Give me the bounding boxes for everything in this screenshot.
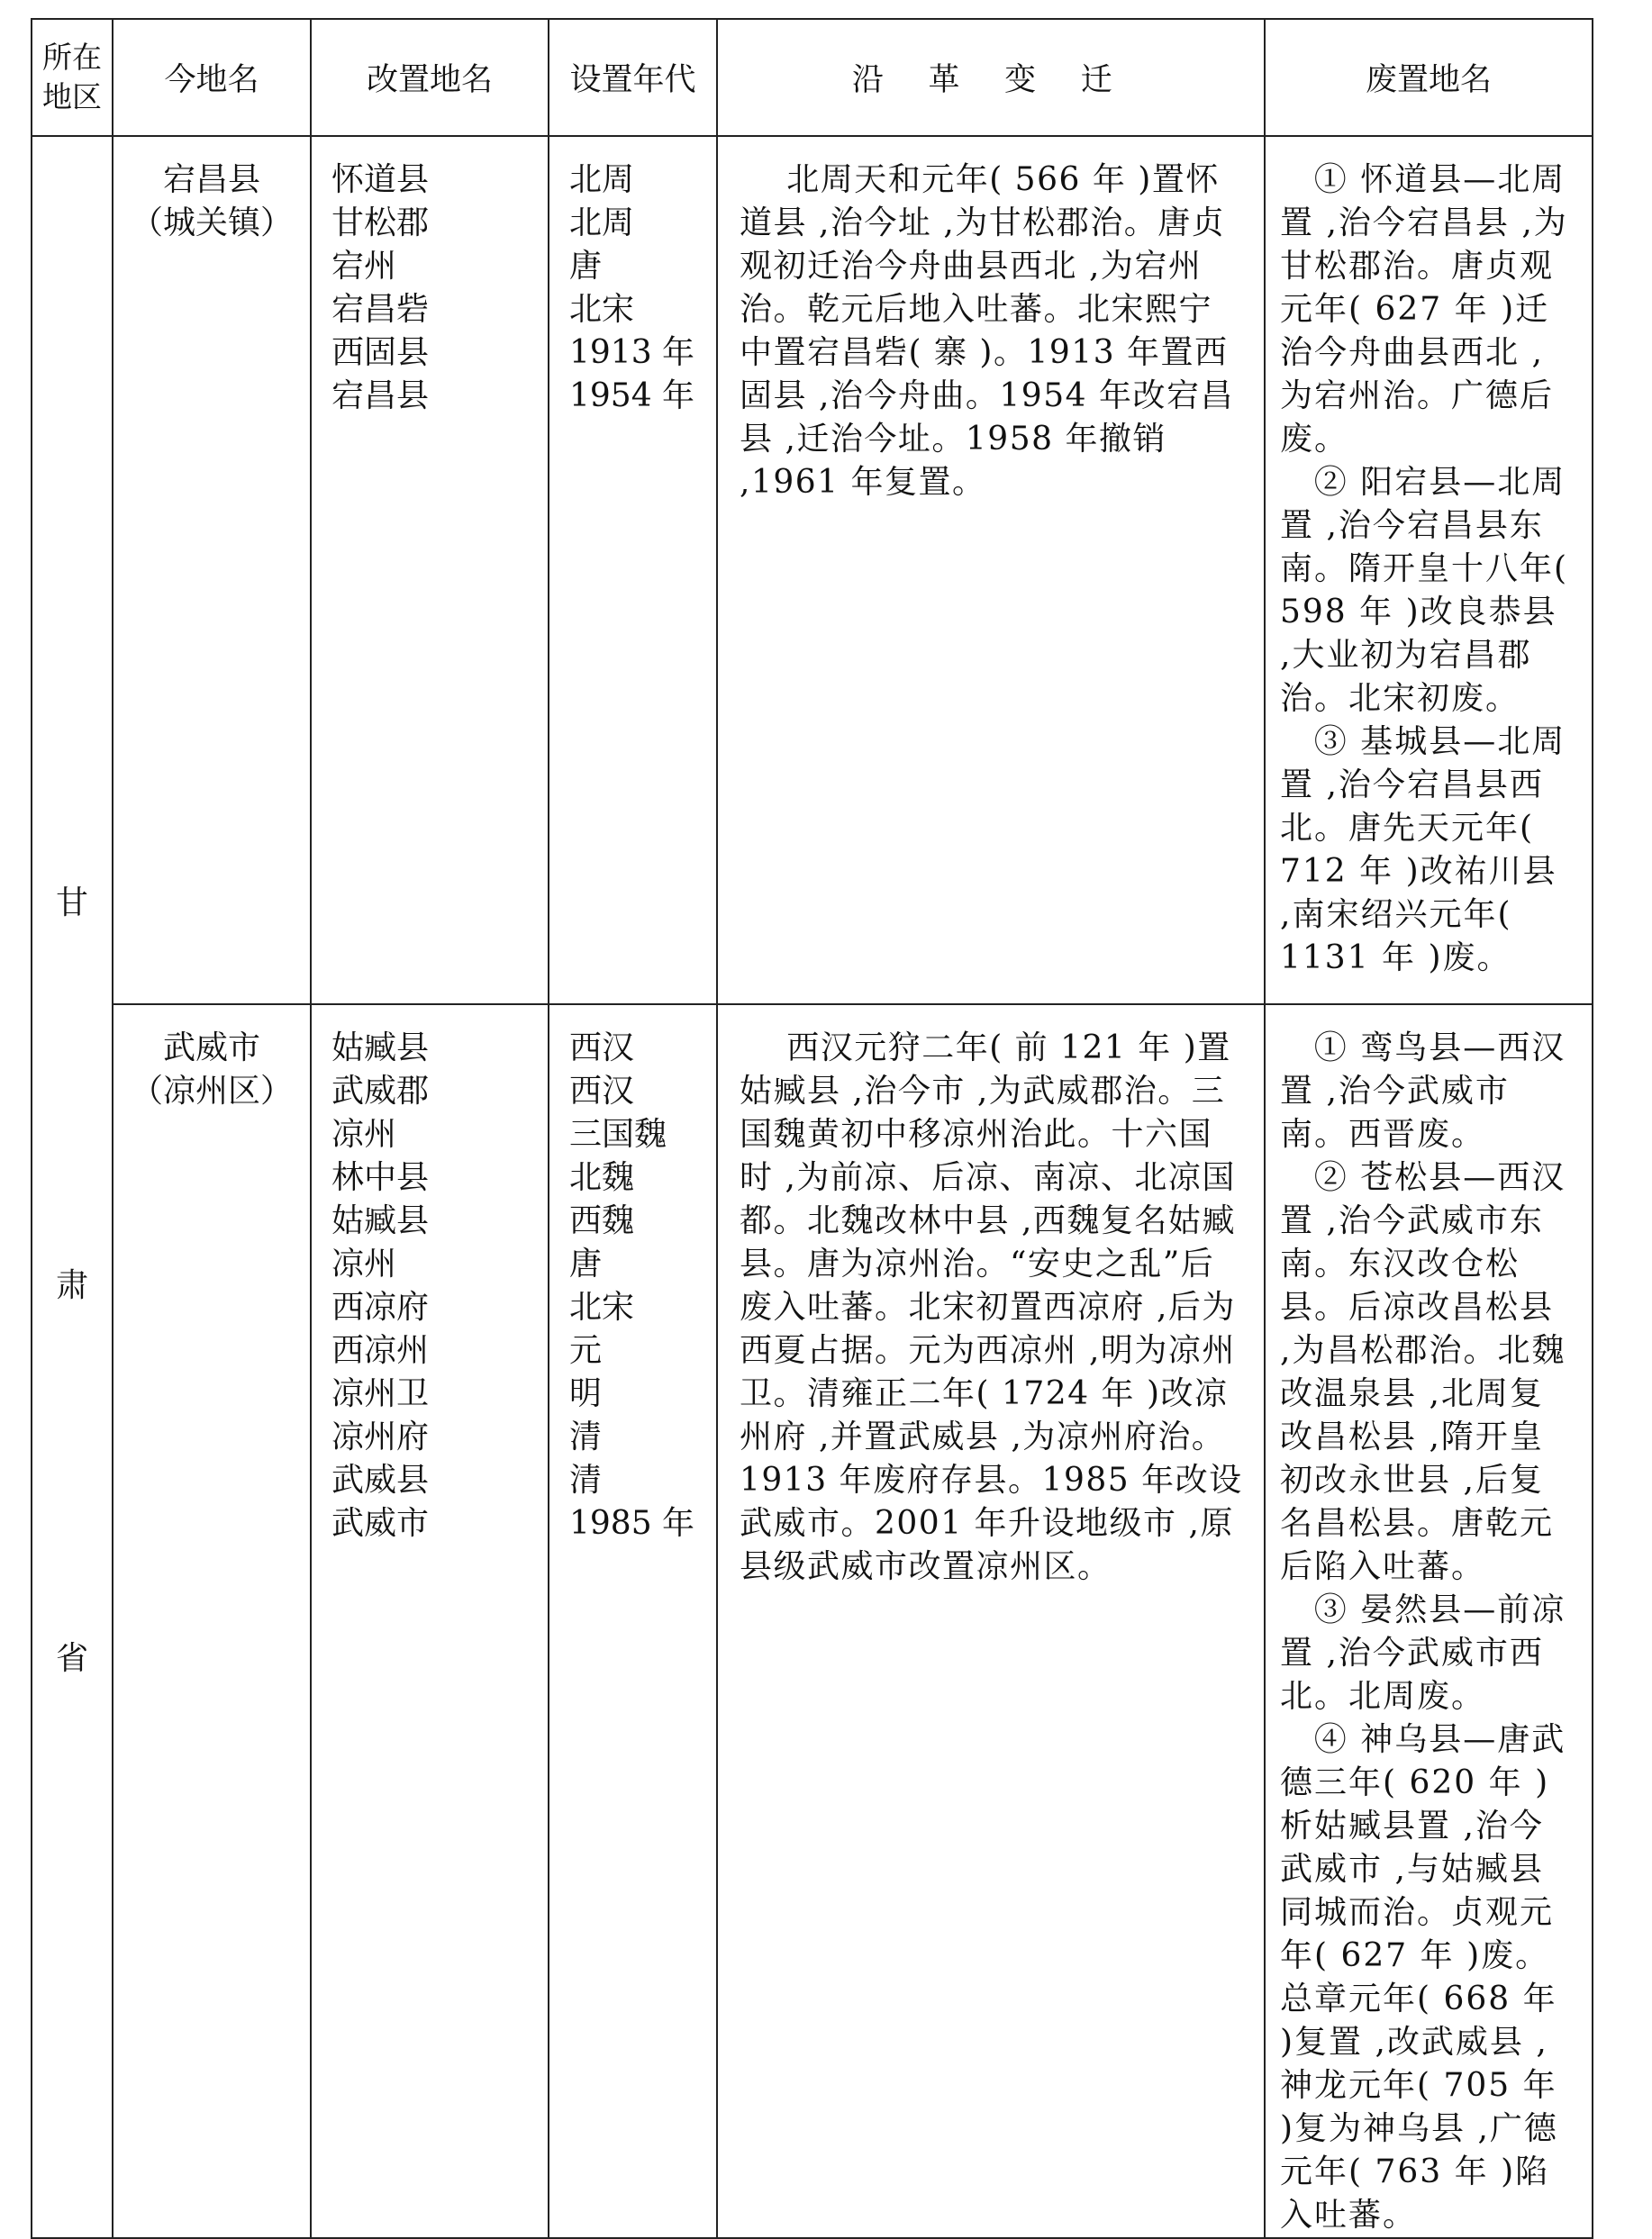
current-name-cell [113, 136, 311, 1004]
region-cell [32, 136, 113, 2238]
established-era: 西魏 [569, 1202, 635, 1239]
document-page [31, 18, 1592, 2234]
established-era: 唐 [569, 248, 603, 285]
table-row [32, 136, 1593, 1004]
former-name: 姑臧县 [331, 1029, 430, 1066]
former-name: 林中县 [331, 1159, 430, 1196]
region-char: 省 [55, 1640, 88, 1677]
former-name: 宕州 [331, 248, 397, 285]
abolished-entry: ② 苍松县—西汉置 ,治今武威市东南。东汉改仓松县。后凉改昌松县 ,为昌松郡治。北魏改温泉县 ,北周复改昌松县 ,隋开皇初改永世县 ,后复名昌松县。唐乾元后陷入吐蕃。 [1280, 1159, 1566, 1585]
established-era: 唐 [569, 1246, 603, 1283]
established-era: 西汉 [569, 1073, 635, 1110]
established-era: 北魏 [569, 1159, 635, 1196]
former-name: 凉州卫 [331, 1375, 430, 1412]
former-name: 武威县 [331, 1462, 430, 1499]
gazetteer-table [31, 18, 1593, 2239]
former-names-cell [311, 136, 549, 1004]
former-names-cell [311, 1004, 549, 2238]
former-name: 宕昌砦 [331, 291, 430, 328]
history-text: 北周天和元年( 566 年 )置怀道县 ,治今址 ,为甘松郡治。唐贞观初迁治今舟曲县西北 ,为宕州治。乾元后地入吐蕃。北宋熙宁中置宕昌砦( 寨 )。1913 年置西固县 ,治今舟曲。1954 年改宕昌县 ,迁治今址。1958 年撤销 ,1961 年复置。 [740, 161, 1234, 501]
established-era: 1985 年 [569, 1505, 695, 1542]
established-era: 元 [569, 1332, 603, 1369]
header-region: 所在地区 [32, 19, 113, 136]
abolished-entry: ① 怀道县—北周置 ,治今宕昌县 ,为甘松郡治。唐贞观元年( 627 年 )迁治今舟曲县西北 ,为宕州治。广德后废。 [1280, 161, 1568, 458]
established-era: 清 [569, 1462, 603, 1499]
header-history: 沿 革 变 迁 [717, 19, 1265, 136]
former-name: 怀道县 [331, 161, 430, 198]
abolished-entry: ① 鸾鸟县—西汉置 ,治今武威市南。西晋废。 [1280, 1029, 1566, 1153]
former-name: 姑臧县 [331, 1202, 430, 1239]
former-name: 甘松郡 [331, 204, 430, 241]
established-era: 北周 [569, 204, 635, 241]
former-name: 凉州 [331, 1246, 397, 1283]
abolished-entry: ③ 基城县—北周置 ,治今宕昌县西北。唐先天元年( 712 年 )改祐川县 ,南宋绍兴元年( 1131 年 )废。 [1280, 723, 1566, 976]
established-era: 北周 [569, 161, 635, 198]
established-era: 西汉 [569, 1029, 635, 1066]
established-era: 三国魏 [569, 1116, 667, 1153]
established-era: 北宋 [569, 1289, 635, 1326]
history-text: 西汉元狩二年( 前 121 年 )置姑臧县 ,治今市 ,为武威郡治。三国魏黄初中移凉州治此。十六国时 ,为前凉、后凉、南凉、北凉国都。北魏改林中县 ,西魏复名姑臧县。唐为凉州治。“安史之乱”后废入吐蕃。北宋初置西凉府 ,后为西夏占据。元为西凉州 ,明为凉州卫。清雍正二年( 1724 年 )改凉州府 ,并置武威县 ,为凉州府治。1913 年废府存县。1985 年改设武威市。2001 年升设地级市 ,原县级武威市改置凉州区。 [740, 1029, 1243, 1585]
current-name-cell [113, 1004, 311, 2238]
history-cell [717, 1004, 1265, 2238]
current-name: 武威市 [162, 1029, 260, 1066]
current-name-sub: （城关镇） [130, 204, 293, 241]
established-cell [549, 1004, 717, 2238]
region-char: 甘 [55, 884, 88, 921]
established-era: 明 [569, 1375, 603, 1412]
header-row [32, 19, 1593, 136]
header-established: 设置年代 [549, 19, 717, 136]
header-former-names: 改置地名 [311, 19, 549, 136]
header-abolished: 废置地名 [1265, 19, 1593, 136]
former-name: 武威郡 [331, 1073, 430, 1110]
abolished-cell [1265, 136, 1593, 1004]
former-name: 西凉州 [331, 1332, 430, 1369]
current-name-sub: （凉州区） [130, 1073, 293, 1110]
established-era: 北宋 [569, 291, 635, 328]
established-era: 1913 年 [569, 334, 695, 371]
abolished-entry: ④ 神乌县—唐武德三年( 620 年 )析姑臧县置 ,治今武威市 ,与姑臧县同城而治。贞观元年( 627 年 )废。总章元年( 668 年 )复置 ,改武威县 ,神龙元年( 705 年 )复为神乌县 ,广德元年( 763 年 )陷入吐蕃。 [1280, 1721, 1566, 2234]
header-current-name: 今地名 [113, 19, 311, 136]
established-era: 1954 年 [569, 377, 695, 414]
former-name: 凉州 [331, 1116, 397, 1153]
former-name: 武威市 [331, 1505, 430, 1542]
established-cell [549, 136, 717, 1004]
region-char: 肃 [55, 1267, 88, 1304]
current-name: 宕昌县 [162, 161, 260, 198]
abolished-entry: ② 阳宕县—北周置 ,治今宕昌县东南。隋开皇十八年( 598 年 )改良恭县 ,大业初为宕昌郡治。北宋初废。 [1280, 464, 1569, 717]
former-name: 西固县 [331, 334, 430, 371]
abolished-cell [1265, 1004, 1593, 2238]
former-name: 西凉府 [331, 1289, 430, 1326]
table-row [32, 1004, 1593, 2238]
former-name: 凉州府 [331, 1419, 430, 1455]
abolished-entry: ③ 晏然县—前凉置 ,治今武威市西北。北周废。 [1280, 1591, 1566, 1715]
established-era: 清 [569, 1419, 603, 1455]
former-name: 宕昌县 [331, 377, 430, 414]
history-cell [717, 136, 1265, 1004]
